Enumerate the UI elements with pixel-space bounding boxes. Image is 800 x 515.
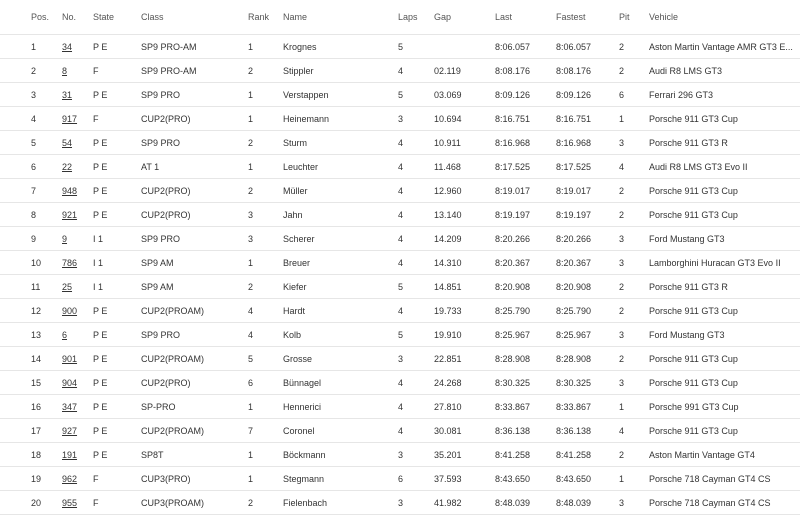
cell-fastest: 8:16.751 xyxy=(556,107,619,131)
cell-no xyxy=(62,251,93,275)
car-number-link[interactable]: 8 xyxy=(62,65,68,76)
cell-last: 8:20.367 xyxy=(495,251,556,275)
car-number-link[interactable]: 904 xyxy=(62,377,78,388)
cell-gap: 02.119 xyxy=(434,59,495,83)
cell-last: 8:28.908 xyxy=(495,347,556,371)
cell-pit: 1 xyxy=(619,107,649,131)
cell-vehicle: Porsche 911 GT3 Cup xyxy=(649,203,800,227)
cell-rank: 1 xyxy=(248,251,283,275)
cell-class: SP9 PRO xyxy=(141,131,248,155)
cell-name: Coronel xyxy=(283,419,398,443)
cell-vehicle: Porsche 911 GT3 Cup xyxy=(649,347,800,371)
cell-last: 8:25.967 xyxy=(495,323,556,347)
cell-last: 8:20.908 xyxy=(495,275,556,299)
cell-no xyxy=(62,107,93,131)
cell-vehicle: Audi R8 LMS GT3 xyxy=(649,59,800,83)
cell-last: 8:16.968 xyxy=(495,131,556,155)
cell-fastest: 8:28.908 xyxy=(556,347,619,371)
cell-class: CUP2(PRO) xyxy=(141,371,248,395)
cell-pos: 15 xyxy=(0,371,62,395)
cell-vehicle: Porsche 911 GT3 R xyxy=(649,275,800,299)
cell-fastest: 8:08.176 xyxy=(556,59,619,83)
cell-class: AT 1 xyxy=(141,155,248,179)
cell-pos: 7 xyxy=(0,179,62,203)
cell-name: Leuchter xyxy=(283,155,398,179)
cell-fastest: 8:19.197 xyxy=(556,203,619,227)
header-rank[interactable]: Rank xyxy=(248,12,270,22)
cell-pit: 4 xyxy=(619,155,649,179)
cell-rank: 3 xyxy=(248,203,283,227)
cell-class: CUP2(PRO) xyxy=(141,107,248,131)
cell-pit: 3 xyxy=(619,323,649,347)
cell-vehicle: Porsche 718 Cayman GT4 CS xyxy=(649,491,800,515)
car-number-link[interactable]: 347 xyxy=(62,401,78,412)
cell-pit: 2 xyxy=(619,443,649,467)
cell-gap: 14.851 xyxy=(434,275,495,299)
cell-vehicle: Aston Martin Vantage GT4 xyxy=(649,443,800,467)
car-number-link[interactable]: 927 xyxy=(62,425,78,436)
cell-state: P E xyxy=(93,347,141,371)
cell-pit: 2 xyxy=(619,35,649,59)
cell-class: SP8T xyxy=(141,443,248,467)
cell-name: Verstappen xyxy=(283,83,398,107)
cell-fastest: 8:09.126 xyxy=(556,83,619,107)
car-number-link[interactable]: 917 xyxy=(62,113,78,124)
cell-last: 8:17.525 xyxy=(495,155,556,179)
cell-pos: 9 xyxy=(0,227,62,251)
cell-name: Sturm xyxy=(283,131,398,155)
cell-pos: 18 xyxy=(0,443,62,467)
cell-state: F xyxy=(93,107,141,131)
cell-class: SP9 PRO xyxy=(141,83,248,107)
cell-fastest: 8:20.367 xyxy=(556,251,619,275)
cell-no xyxy=(62,491,93,515)
cell-name: Kolb xyxy=(283,323,398,347)
cell-pos: 11 xyxy=(0,275,62,299)
cell-rank: 1 xyxy=(248,155,283,179)
cell-no xyxy=(62,299,93,323)
cell-gap: 12.960 xyxy=(434,179,495,203)
cell-no xyxy=(62,179,93,203)
table-row[interactable] xyxy=(0,419,800,443)
table-row[interactable] xyxy=(0,347,800,371)
table-row[interactable] xyxy=(0,395,800,419)
cell-pos: 6 xyxy=(0,155,62,179)
cell-gap: 03.069 xyxy=(434,83,495,107)
cell-pos: 13 xyxy=(0,323,62,347)
cell-rank: 2 xyxy=(248,491,283,515)
cell-state: P E xyxy=(93,395,141,419)
table-row[interactable] xyxy=(0,299,800,323)
table-row[interactable] xyxy=(0,251,800,275)
cell-name: Krognes xyxy=(283,35,398,59)
cell-laps: 4 xyxy=(398,155,434,179)
cell-gap: 14.209 xyxy=(434,227,495,251)
cell-rank: 1 xyxy=(248,395,283,419)
car-number-link[interactable]: 901 xyxy=(62,353,78,364)
cell-vehicle: Ford Mustang GT3 xyxy=(649,323,800,347)
cell-name: Fielenbach xyxy=(283,491,398,515)
cell-last: 8:16.751 xyxy=(495,107,556,131)
cell-vehicle: Aston Martin Vantage AMR GT3 E... xyxy=(649,35,800,59)
cell-no xyxy=(62,419,93,443)
cell-fastest: 8:43.650 xyxy=(556,467,619,491)
cell-state: I 1 xyxy=(93,275,141,299)
cell-state: F xyxy=(93,59,141,83)
cell-vehicle: Audi R8 LMS GT3 Evo II xyxy=(649,155,800,179)
header-fastest[interactable]: Fastest xyxy=(556,12,586,22)
cell-gap: 14.310 xyxy=(434,251,495,275)
header-vehicle[interactable]: Vehicle xyxy=(649,12,679,22)
cell-rank: 2 xyxy=(248,59,283,83)
cell-pos: 3 xyxy=(0,83,62,107)
cell-rank: 4 xyxy=(248,323,283,347)
header-laps[interactable]: Laps xyxy=(398,12,418,22)
car-number-link[interactable]: 900 xyxy=(62,305,78,316)
header-last[interactable]: Last xyxy=(495,12,513,22)
cell-last: 8:06.057 xyxy=(495,35,556,59)
cell-no xyxy=(62,35,93,59)
car-number-link[interactable]: 54 xyxy=(62,137,73,148)
cell-name: Bünnagel xyxy=(283,371,398,395)
cell-fastest: 8:20.908 xyxy=(556,275,619,299)
cell-pit: 3 xyxy=(619,371,649,395)
table-row[interactable] xyxy=(0,443,800,467)
cell-rank: 1 xyxy=(248,35,283,59)
cell-rank: 7 xyxy=(248,419,283,443)
header-name[interactable]: Name xyxy=(283,12,308,22)
cell-state: P E xyxy=(93,203,141,227)
cell-state: P E xyxy=(93,299,141,323)
car-number-link[interactable]: 962 xyxy=(62,473,78,484)
table-row[interactable] xyxy=(0,131,800,155)
cell-fastest: 8:16.968 xyxy=(556,131,619,155)
cell-rank: 1 xyxy=(248,107,283,131)
car-number-link[interactable]: 9 xyxy=(62,233,68,244)
cell-fastest: 8:30.325 xyxy=(556,371,619,395)
cell-fastest: 8:17.525 xyxy=(556,155,619,179)
cell-pit: 2 xyxy=(619,179,649,203)
cell-fastest: 8:36.138 xyxy=(556,419,619,443)
cell-gap: 41.982 xyxy=(434,491,495,515)
cell-state: F xyxy=(93,467,141,491)
cell-vehicle: Ferrari 296 GT3 xyxy=(649,83,800,107)
cell-rank: 3 xyxy=(248,227,283,251)
car-number-link[interactable]: 955 xyxy=(62,497,78,508)
cell-no xyxy=(62,203,93,227)
table-row[interactable] xyxy=(0,35,800,59)
cell-class: CUP2(PRO) xyxy=(141,179,248,203)
cell-pos: 14 xyxy=(0,347,62,371)
header-class[interactable]: Class xyxy=(141,12,164,22)
car-number-link[interactable]: 786 xyxy=(62,257,78,268)
cell-class: SP9 PRO-AM xyxy=(141,59,248,83)
cell-rank: 5 xyxy=(248,347,283,371)
cell-fastest: 8:33.867 xyxy=(556,395,619,419)
cell-laps: 4 xyxy=(398,251,434,275)
table-row[interactable] xyxy=(0,59,800,83)
table-row[interactable] xyxy=(0,107,800,131)
cell-pit: 3 xyxy=(619,131,649,155)
header-pit[interactable]: Pit xyxy=(619,12,630,22)
cell-state: P E xyxy=(93,83,141,107)
cell-laps: 3 xyxy=(398,347,434,371)
cell-rank: 6 xyxy=(248,371,283,395)
cell-no xyxy=(62,83,93,107)
cell-state: P E xyxy=(93,35,141,59)
cell-state: P E xyxy=(93,419,141,443)
cell-name: Müller xyxy=(283,179,398,203)
cell-pit: 3 xyxy=(619,251,649,275)
cell-rank: 1 xyxy=(248,83,283,107)
cell-laps: 4 xyxy=(398,227,434,251)
cell-vehicle: Porsche 911 GT3 Cup xyxy=(649,371,800,395)
cell-last: 8:25.790 xyxy=(495,299,556,323)
cell-no xyxy=(62,443,93,467)
cell-rank: 2 xyxy=(248,131,283,155)
car-number-link[interactable]: 25 xyxy=(62,281,73,292)
cell-name: Böckmann xyxy=(283,443,398,467)
cell-pit: 1 xyxy=(619,395,649,419)
cell-pit: 2 xyxy=(619,299,649,323)
car-number-link[interactable]: 6 xyxy=(62,329,68,340)
cell-pos: 12 xyxy=(0,299,62,323)
cell-vehicle: Porsche 911 GT3 Cup xyxy=(649,419,800,443)
header-state[interactable]: State xyxy=(93,12,115,22)
cell-last: 8:41.258 xyxy=(495,443,556,467)
cell-rank: 1 xyxy=(248,467,283,491)
car-number-link[interactable]: 948 xyxy=(62,185,78,196)
cell-last: 8:19.017 xyxy=(495,179,556,203)
cell-pos: 1 xyxy=(0,35,62,59)
cell-no xyxy=(62,59,93,83)
cell-gap: 19.733 xyxy=(434,299,495,323)
cell-last: 8:08.176 xyxy=(495,59,556,83)
cell-pos: 19 xyxy=(0,467,62,491)
cell-fastest: 8:20.266 xyxy=(556,227,619,251)
cell-name: Scherer xyxy=(283,227,398,251)
cell-last: 8:20.266 xyxy=(495,227,556,251)
car-number-link[interactable]: 191 xyxy=(62,449,78,460)
header-gap[interactable]: Gap xyxy=(434,12,452,22)
cell-gap: 13.140 xyxy=(434,203,495,227)
cell-no xyxy=(62,131,93,155)
cell-last: 8:30.325 xyxy=(495,371,556,395)
cell-pit: 6 xyxy=(619,83,649,107)
cell-name: Jahn xyxy=(283,203,398,227)
cell-laps: 3 xyxy=(398,491,434,515)
table-row[interactable] xyxy=(0,275,800,299)
cell-fastest: 8:41.258 xyxy=(556,443,619,467)
cell-no xyxy=(62,275,93,299)
cell-class: SP-PRO xyxy=(141,395,248,419)
cell-gap: 30.081 xyxy=(434,419,495,443)
cell-laps: 4 xyxy=(398,419,434,443)
cell-gap: 19.910 xyxy=(434,323,495,347)
cell-name: Heinemann xyxy=(283,107,398,131)
cell-pit: 1 xyxy=(619,467,649,491)
table-row[interactable] xyxy=(0,491,800,515)
table-header-row xyxy=(0,0,800,35)
cell-laps: 4 xyxy=(398,371,434,395)
cell-gap xyxy=(434,35,495,59)
cell-pit: 2 xyxy=(619,275,649,299)
cell-laps: 4 xyxy=(398,131,434,155)
cell-laps: 4 xyxy=(398,203,434,227)
cell-rank: 2 xyxy=(248,275,283,299)
cell-class: SP9 AM xyxy=(141,275,248,299)
cell-fastest: 8:06.057 xyxy=(556,35,619,59)
car-number-link[interactable]: 921 xyxy=(62,209,78,220)
cell-no xyxy=(62,347,93,371)
cell-vehicle: Porsche 911 GT3 Cup xyxy=(649,179,800,203)
cell-vehicle: Porsche 911 GT3 Cup xyxy=(649,299,800,323)
cell-last: 8:09.126 xyxy=(495,83,556,107)
cell-rank: 2 xyxy=(248,179,283,203)
cell-pit: 3 xyxy=(619,227,649,251)
cell-gap: 10.694 xyxy=(434,107,495,131)
table-row[interactable] xyxy=(0,467,800,491)
cell-laps: 6 xyxy=(398,467,434,491)
cell-name: Grosse xyxy=(283,347,398,371)
cell-name: Hennerici xyxy=(283,395,398,419)
cell-pos: 4 xyxy=(0,107,62,131)
cell-last: 8:48.039 xyxy=(495,491,556,515)
cell-laps: 4 xyxy=(398,395,434,419)
cell-gap: 22.851 xyxy=(434,347,495,371)
cell-name: Stippler xyxy=(283,59,398,83)
cell-pos: 17 xyxy=(0,419,62,443)
cell-gap: 35.201 xyxy=(434,443,495,467)
cell-fastest: 8:25.790 xyxy=(556,299,619,323)
cell-state: P E xyxy=(93,323,141,347)
cell-laps: 4 xyxy=(398,59,434,83)
cell-fastest: 8:25.967 xyxy=(556,323,619,347)
cell-laps: 4 xyxy=(398,179,434,203)
cell-last: 8:19.197 xyxy=(495,203,556,227)
cell-state: P E xyxy=(93,443,141,467)
cell-gap: 24.268 xyxy=(434,371,495,395)
cell-no xyxy=(62,227,93,251)
table-row[interactable] xyxy=(0,155,800,179)
cell-pit: 2 xyxy=(619,347,649,371)
cell-gap: 10.911 xyxy=(434,131,495,155)
cell-class: CUP2(PROAM) xyxy=(141,419,248,443)
cell-gap: 27.810 xyxy=(434,395,495,419)
cell-last: 8:33.867 xyxy=(495,395,556,419)
cell-pit: 3 xyxy=(619,491,649,515)
cell-name: Hardt xyxy=(283,299,398,323)
cell-rank: 4 xyxy=(248,299,283,323)
cell-last: 8:36.138 xyxy=(495,419,556,443)
cell-name: Kiefer xyxy=(283,275,398,299)
cell-laps: 5 xyxy=(398,35,434,59)
cell-pos: 16 xyxy=(0,395,62,419)
table-row[interactable] xyxy=(0,323,800,347)
cell-class: SP9 PRO-AM xyxy=(141,35,248,59)
cell-rank: 1 xyxy=(248,443,283,467)
cell-class: SP9 AM xyxy=(141,251,248,275)
cell-pit: 4 xyxy=(619,419,649,443)
cell-last: 8:43.650 xyxy=(495,467,556,491)
cell-class: CUP2(PRO) xyxy=(141,203,248,227)
cell-pos: 10 xyxy=(0,251,62,275)
cell-no xyxy=(62,155,93,179)
cell-no xyxy=(62,323,93,347)
table-row[interactable] xyxy=(0,227,800,251)
cell-pos: 5 xyxy=(0,131,62,155)
cell-no xyxy=(62,371,93,395)
car-number-link[interactable]: 22 xyxy=(62,161,73,172)
cell-name: Stegmann xyxy=(283,467,398,491)
cell-pit: 2 xyxy=(619,59,649,83)
cell-vehicle: Porsche 911 GT3 R xyxy=(649,131,800,155)
table-row[interactable] xyxy=(0,179,800,203)
cell-pos: 8 xyxy=(0,203,62,227)
cell-state: P E xyxy=(93,179,141,203)
cell-state: I 1 xyxy=(93,251,141,275)
cell-vehicle: Porsche 991 GT3 Cup xyxy=(649,395,800,419)
table-row[interactable] xyxy=(0,203,800,227)
cell-pos: 20 xyxy=(0,491,62,515)
cell-state: F xyxy=(93,491,141,515)
header-no[interactable]: No. xyxy=(62,12,77,22)
cell-class: CUP2(PROAM) xyxy=(141,299,248,323)
cell-no xyxy=(62,395,93,419)
cell-laps: 3 xyxy=(398,107,434,131)
cell-name: Breuer xyxy=(283,251,398,275)
cell-laps: 5 xyxy=(398,275,434,299)
cell-class: SP9 PRO xyxy=(141,323,248,347)
cell-laps: 3 xyxy=(398,443,434,467)
cell-state: P E xyxy=(93,371,141,395)
cell-laps: 5 xyxy=(398,323,434,347)
cell-gap: 37.593 xyxy=(434,467,495,491)
cell-fastest: 8:48.039 xyxy=(556,491,619,515)
cell-state: P E xyxy=(93,155,141,179)
cell-laps: 4 xyxy=(398,299,434,323)
cell-state: I 1 xyxy=(93,227,141,251)
car-number-link[interactable]: 31 xyxy=(62,89,73,100)
cell-pit: 2 xyxy=(619,203,649,227)
cell-fastest: 8:19.017 xyxy=(556,179,619,203)
table-row[interactable] xyxy=(0,371,800,395)
table-row[interactable] xyxy=(0,83,800,107)
cell-gap: 11.468 xyxy=(434,155,495,179)
car-number-link[interactable]: 34 xyxy=(62,41,73,52)
cell-class: CUP3(PROAM) xyxy=(141,491,248,515)
cell-vehicle: Porsche 911 GT3 Cup xyxy=(649,107,800,131)
cell-state: P E xyxy=(93,131,141,155)
cell-class: CUP3(PRO) xyxy=(141,467,248,491)
cell-class: SP9 PRO xyxy=(141,227,248,251)
cell-no xyxy=(62,467,93,491)
cell-class: CUP2(PROAM) xyxy=(141,347,248,371)
cell-vehicle: Ford Mustang GT3 xyxy=(649,227,800,251)
header-pos[interactable]: Pos. xyxy=(31,12,50,22)
cell-pos: 2 xyxy=(0,59,62,83)
cell-vehicle: Lamborghini Huracan GT3 Evo II xyxy=(649,251,800,275)
cell-laps: 5 xyxy=(398,83,434,107)
cell-vehicle: Porsche 718 Cayman GT4 CS xyxy=(649,467,800,491)
